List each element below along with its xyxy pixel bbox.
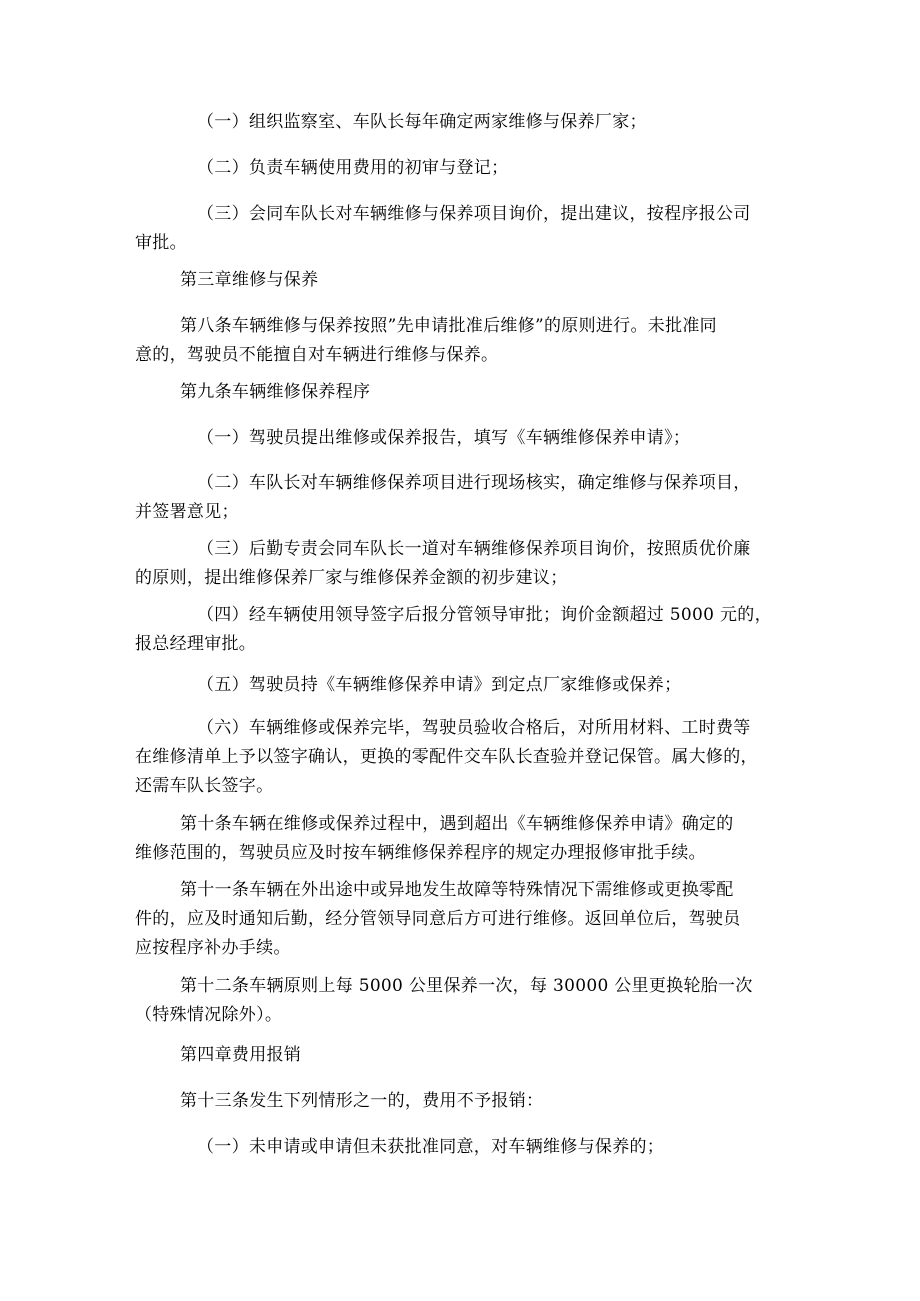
paragraph-item-9-2 — [135, 469, 807, 527]
article-12 — [135, 972, 790, 1030]
text-line: 应按程序补办手续。 — [135, 938, 291, 958]
paragraph-item-9-4 — [135, 601, 807, 659]
text-line: 的原则，提出维修保养厂家与维修保养金额的初步建议； — [135, 568, 568, 588]
text-line: 审批。 — [135, 233, 187, 253]
text-line: （五）驾驶员持《车辆维修保养申请》到定点厂家维修或保养； — [197, 675, 682, 695]
text-line: 第十三条发生下列情形之一的，费用不予报销： — [180, 1091, 544, 1111]
text-line: （一）未申请或申请但未获批准同意，对车辆维修与保养的； — [197, 1137, 665, 1157]
text-line: 件的，应及时通知后勤，经分管领导同意后方可进行维修。返回单位后，驾驶员 — [135, 909, 741, 929]
text-line: （三）会同车队长对车辆维修与保养项目询价，提出建议，按程序报公司 — [197, 204, 751, 224]
paragraph-item-9-3 — [135, 535, 807, 593]
article-8 — [135, 312, 790, 370]
article-11 — [135, 876, 790, 963]
text-line: （四）经车辆使用领导签字后报分管领导审批；询价金额超过 5000 元的， — [197, 605, 772, 625]
text-line: 第三章维修与保养 — [180, 270, 319, 290]
text-line: 第十条车辆在维修或保养过程中，遇到超出《车辆维修保养申请》确定的 — [180, 814, 734, 834]
chapter-heading-4 — [180, 1041, 790, 1070]
paragraph-item-2 — [197, 154, 807, 183]
text-line: 第十一条车辆在外出途中或异地发生故障等特殊情况下需维修或更换零配 — [180, 880, 734, 900]
text-line: 第四章费用报销 — [180, 1045, 302, 1065]
text-line: 在维修清单上予以签字确认，更换的零配件交车队长查验并登记保管。属大修的， — [135, 747, 758, 767]
text-line: （一）组织监察室、车队长每年确定两家维修与保养厂家； — [197, 112, 647, 132]
text-line: 第十二条车辆原则上每 5000 公里保养一次，每 30000 公里更换轮胎一次 — [180, 976, 753, 996]
text-line: （六）车辆维修或保养完毕，驾驶员验收合格后，对所用材料、工时费等 — [197, 718, 751, 738]
article-10 — [135, 810, 790, 868]
text-line: （一）驾驶员提出维修或保养报告，填写《车辆维修保养申请》； — [197, 428, 691, 448]
article-9 — [180, 378, 790, 407]
text-line: 并签署意见； — [135, 502, 239, 522]
chapter-heading-3 — [180, 266, 790, 295]
paragraph-item-1 — [197, 108, 807, 137]
paragraph-item-9-6 — [135, 714, 807, 801]
paragraph-item-9-5 — [197, 671, 807, 700]
text-line: 第九条车辆维修保养程序 — [180, 382, 371, 402]
text-line: （三）后勤专责会同车队长一道对车辆维修保养项目询价，按照质优价廉 — [197, 539, 751, 559]
text-line: 维修范围的，驾驶员应及时按车辆维修保养程序的规定办理报修审批手续。 — [135, 843, 706, 863]
paragraph-item-13-1 — [197, 1133, 807, 1162]
text-line: （二）车队长对车辆维修保养项目进行现场核实，确定维修与保养项目， — [197, 473, 751, 493]
text-line: 意的，驾驶员不能擅自对车辆进行维修与保养。 — [135, 345, 499, 365]
text-line: 还需车队长签字。 — [135, 776, 274, 796]
text-line: 第八条车辆维修与保养按照”先申请批准后维修”的原则进行。未批准同 — [180, 316, 717, 336]
paragraph-item-3 — [135, 200, 807, 258]
text-line: 报总经理审批。 — [135, 634, 257, 654]
text-line: （特殊情况除外）。 — [135, 1005, 283, 1025]
paragraph-item-9-1 — [197, 424, 807, 453]
text-line: （二）负责车辆使用费用的初审与登记； — [197, 158, 509, 178]
article-13 — [180, 1087, 790, 1116]
